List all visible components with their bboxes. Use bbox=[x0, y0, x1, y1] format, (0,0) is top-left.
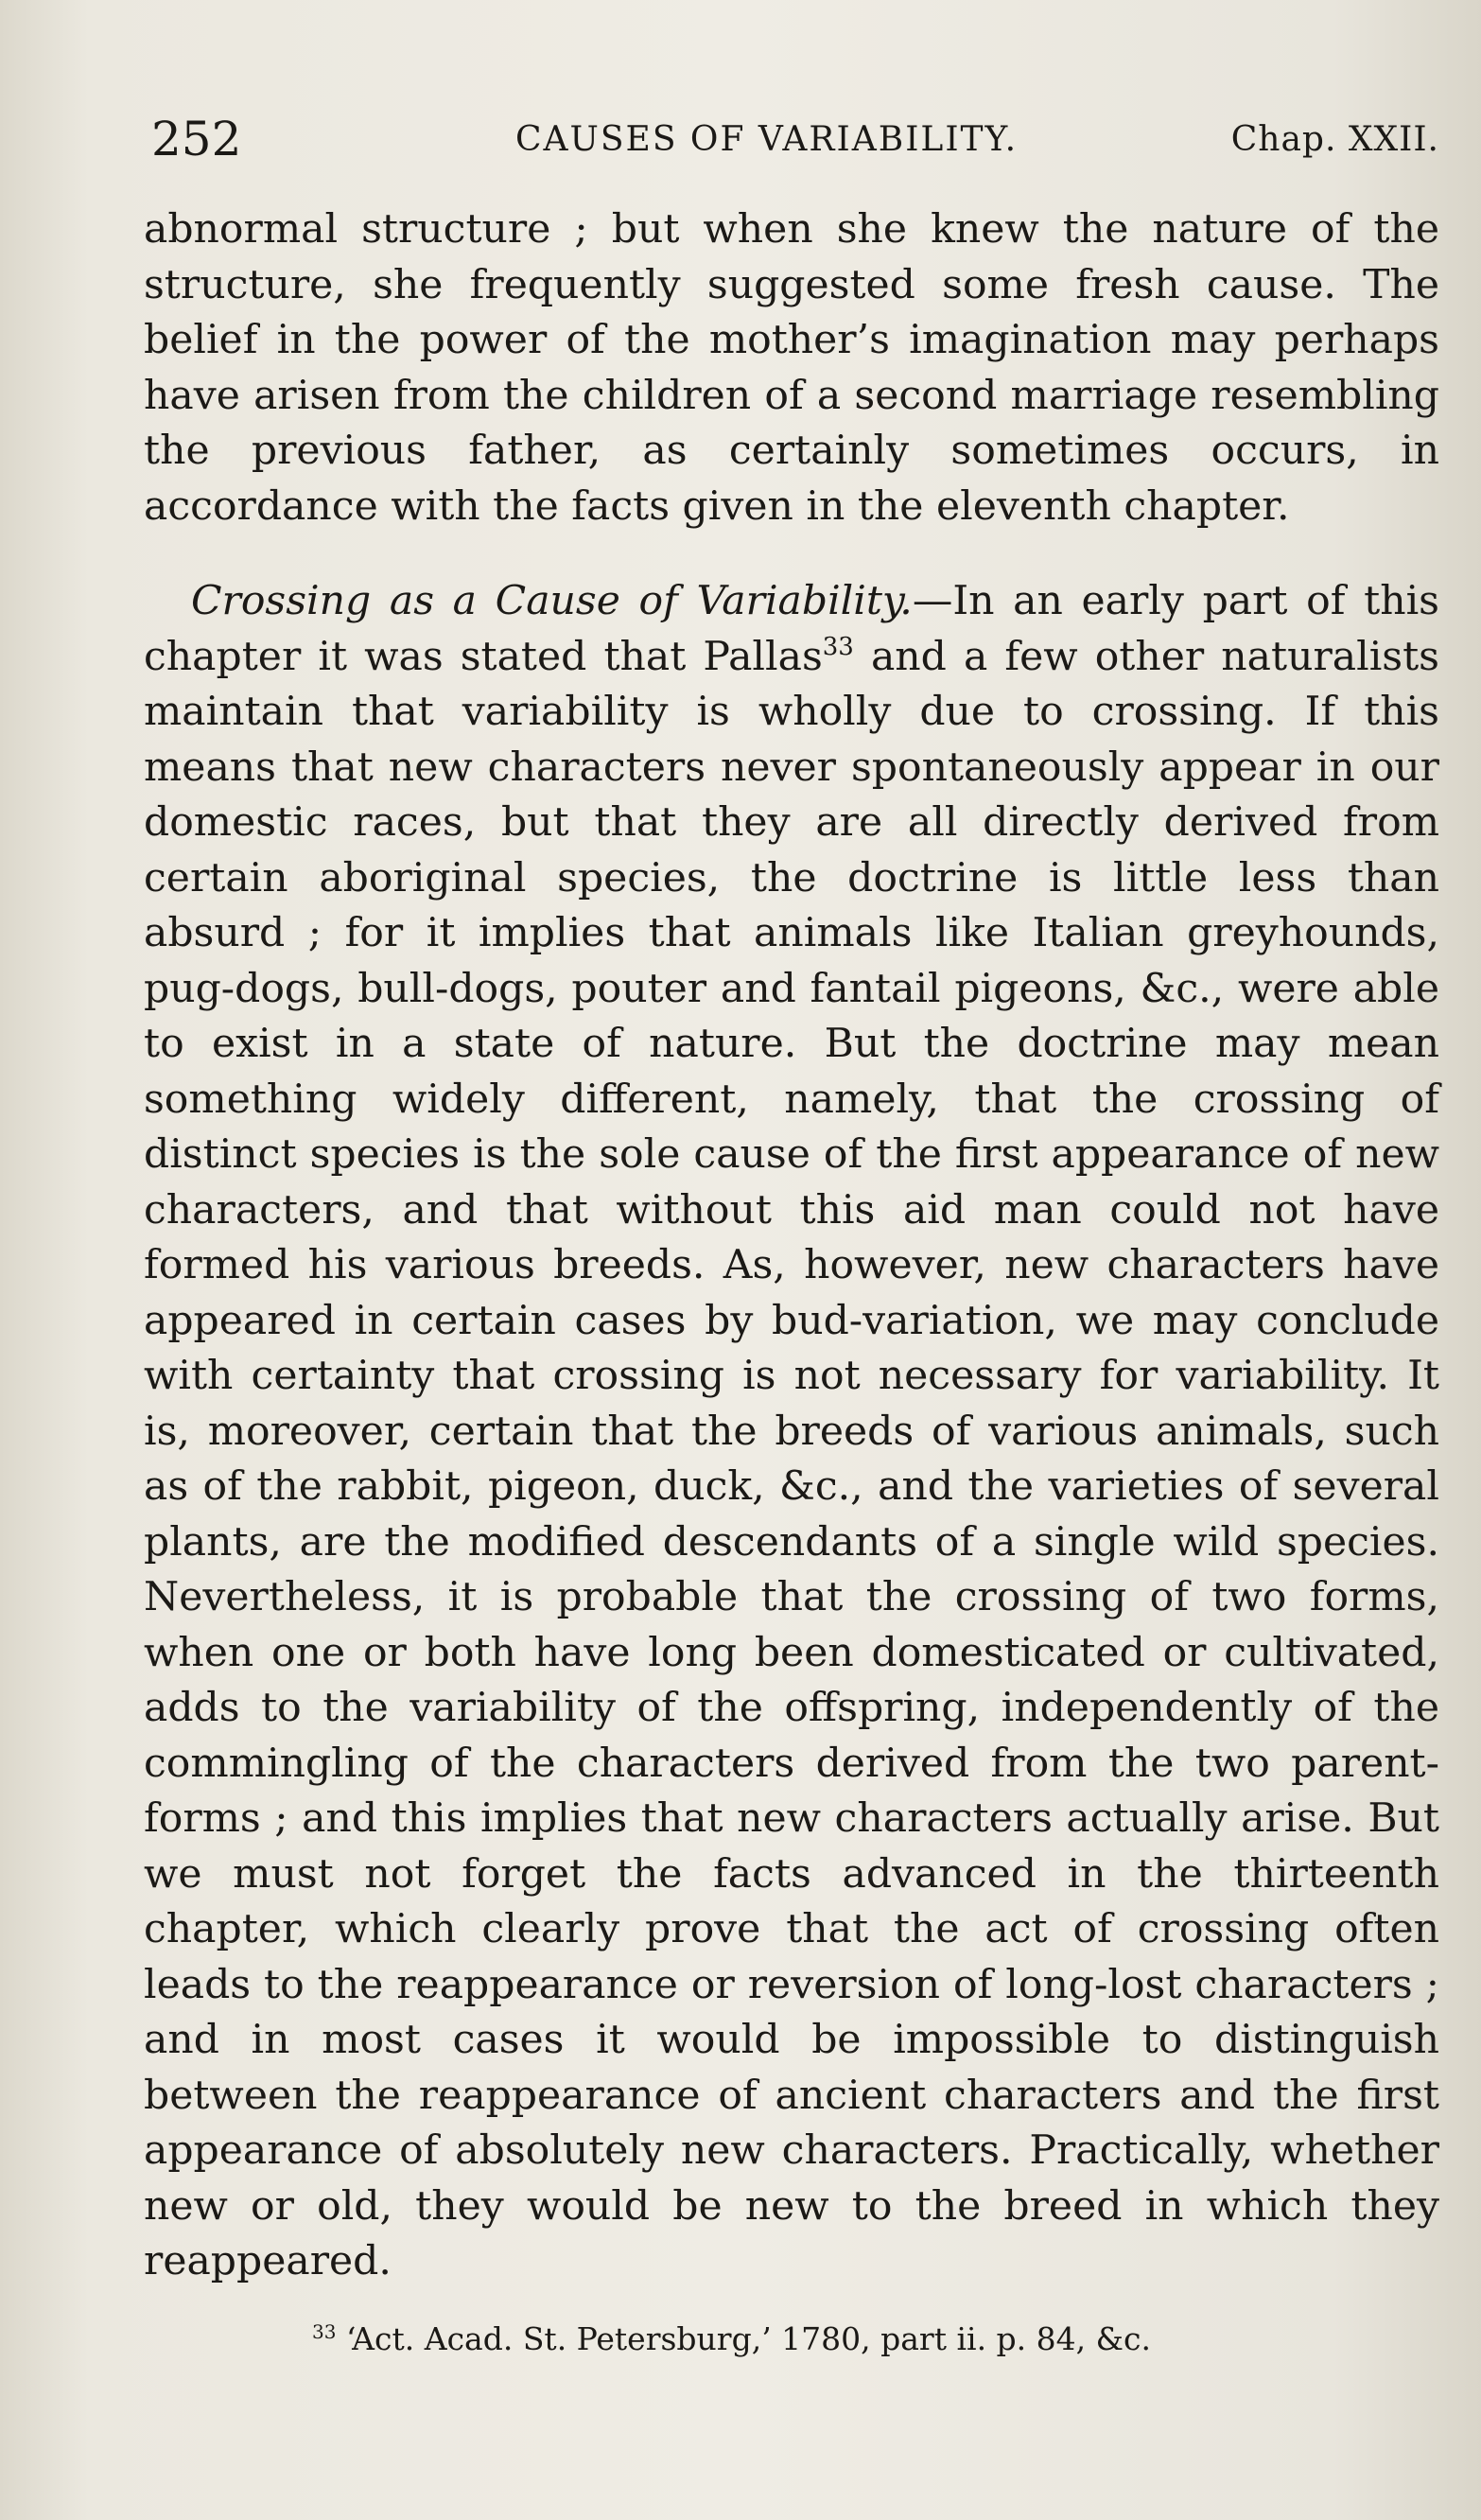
body-text bbox=[144, 202, 1439, 2290]
paragraph-lead-text: —In an early part of this chapter it was stated that Pallas bbox=[144, 578, 1439, 680]
chapter-reference: Chap. XXII. bbox=[1230, 120, 1439, 159]
paragraph-sidehead: Crossing as a Cause of Variability. bbox=[191, 578, 913, 624]
footnote-reference: 33 bbox=[822, 632, 854, 661]
paragraph-continuation: abnormal structure ; but when she knew the nature of the structure, she frequently suggested some fresh cause. The belief in the power of the mother’s imagination may perhaps have arisen from the children of a second marriage resembling the previous father, as certainly sometimes occurs, in accordance with the facts given in the eleventh chapter. bbox=[144, 206, 1439, 530]
paragraph-crossing bbox=[144, 574, 1439, 2290]
paragraph-body-text: and a few other naturalists maintain that variability is wholly due to crossing. If this means that new characters never spontaneously appear in our domestic races, but that they are all directly derived from certain aboriginal species, the doctrine is little less than absurd ; for it implies that animals like Italian greyhounds, pug-dogs, bull-dogs, pouter and fantail pigeons, &c., were able to exist in a state of nature. But the doctrine may mean something widely different, namely, that the crossing of distinct species is the sole cause of the first appearance of new characters, and that without this aid man could not have formed his various breeds. As, however, new characters have appeared in certain cases by bud-variation, we may conclude with certainty that crossing is not necessary for variability. It is, moreover, certain that the breeds of various animals, such as of the rabbit, pigeon, duck, &c., and the varieties of several plants, are the modified descendants of a single wild species. Nevertheless, it is probable that the crossing of two forms, when one or both have long been domesticated or cultivated, adds to the variability of the offspring, independently of the commingling of the characters derived from the two parent-forms ; and this implies that new characters actually arise. But we must not forget the facts advanced in the thirteenth chapter, which clearly prove that the act of crossing often leads to the reappearance or reversion of long-lost characters ; and in most cases it would be impossible to distinguish between the reappearance of ancient characters and the first appearance of absolutely new characters. Practically, whether new or old, they would be new to the breed in which they reappeared. bbox=[144, 633, 1439, 2284]
running-title: CAUSES OF VARIABILITY. bbox=[515, 120, 1019, 159]
footnote bbox=[312, 2316, 1151, 2363]
running-head bbox=[151, 106, 1439, 172]
page-number: 252 bbox=[151, 112, 242, 166]
footnote-text: ‘Act. Acad. St. Petersburg,’ 1780, part ii. p. 84, &c. bbox=[336, 2320, 1151, 2357]
footnote-number: 33 bbox=[312, 2320, 337, 2343]
